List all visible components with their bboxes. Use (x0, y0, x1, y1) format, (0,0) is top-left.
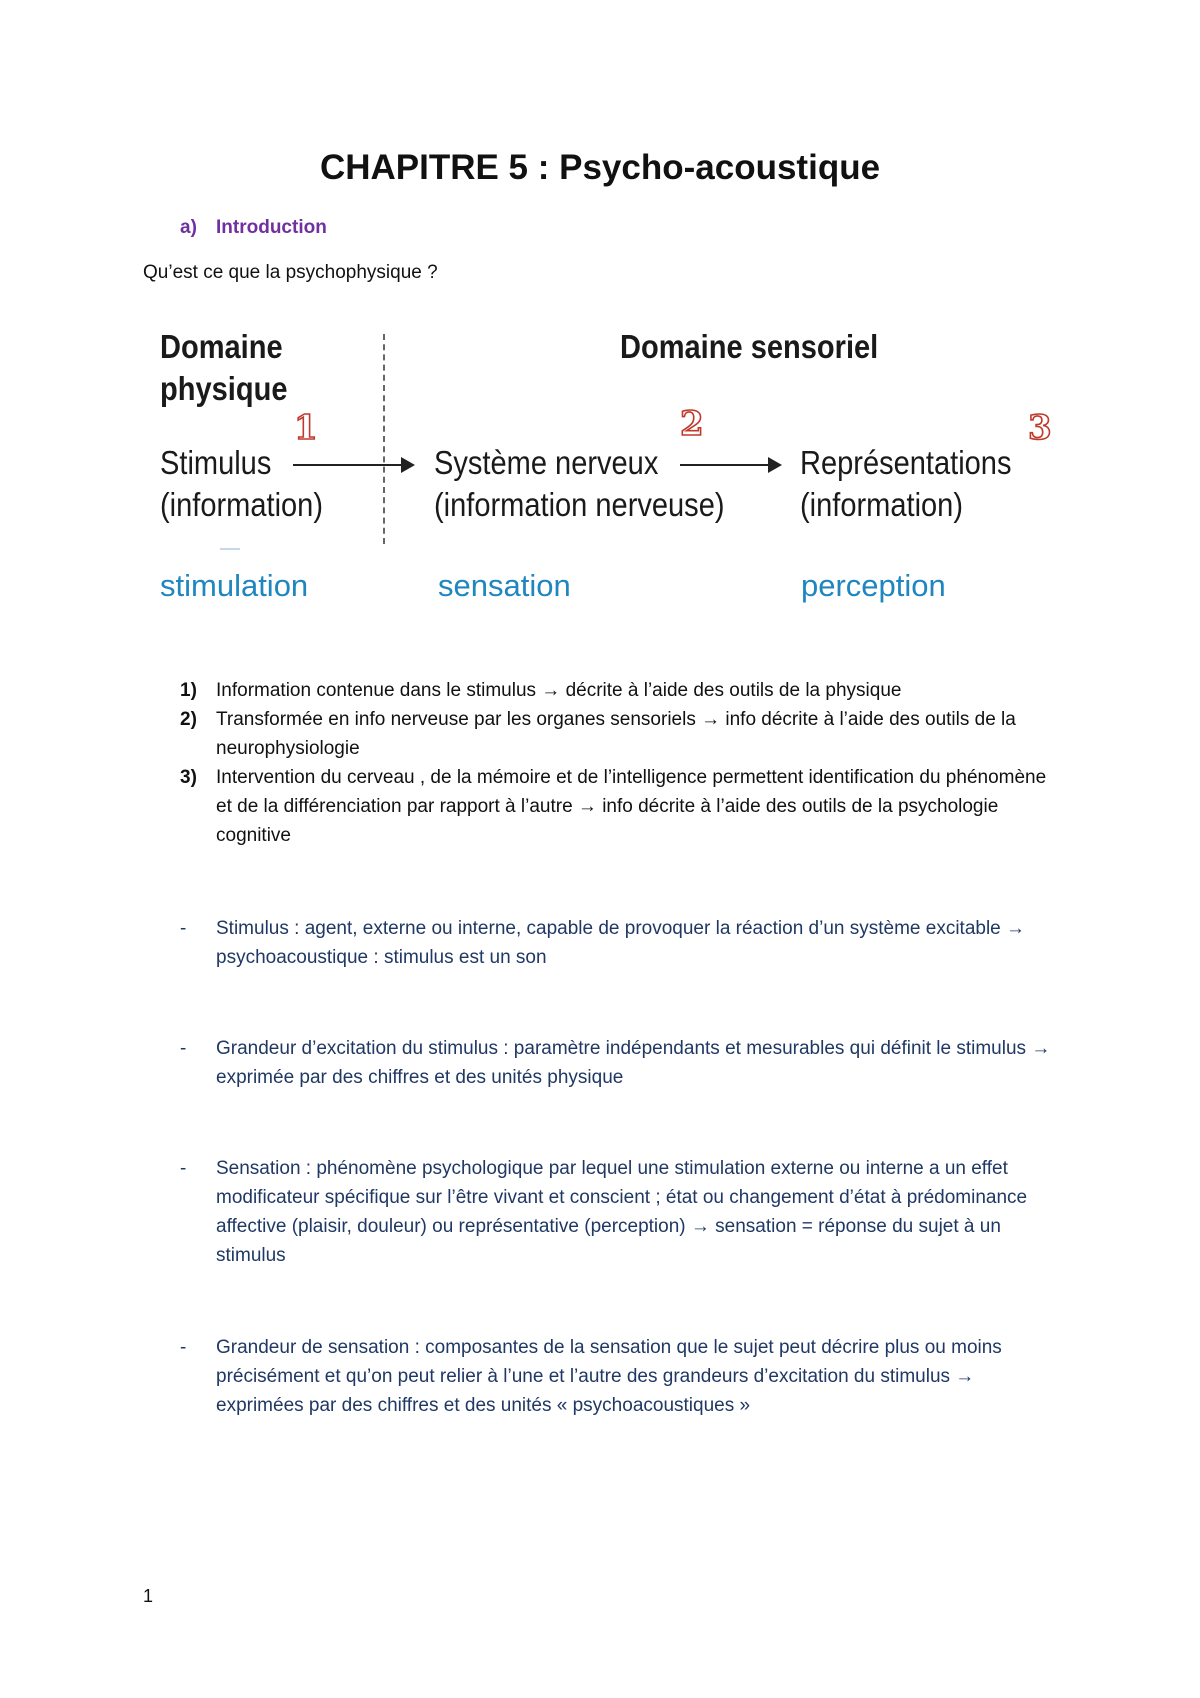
psychophysics-diagram (160, 330, 1060, 620)
definition-text: Stimulus : agent, externe ou interne, capable de provoquer la réaction d’un système excitable → psychoacoustique : stimulus est un son (216, 918, 1026, 968)
diagram-domaine-physique-line2: physique (160, 370, 288, 407)
diagram-stimulus: Stimulus (160, 444, 272, 481)
section-label: Introduction (216, 217, 327, 238)
section-heading (180, 216, 327, 240)
diagram-domaine-physique-line1: Domaine (160, 328, 283, 365)
diagram-small-dash (220, 548, 240, 550)
page-title: CHAPITRE 5 : Psycho-acoustique (319, 148, 881, 187)
bullet-dash: - (180, 918, 187, 939)
intro-question: Qu’est ce que la psychophysique ? (143, 262, 438, 283)
definition-text: Grandeur de sensation : composantes de la sensation que le sujet peut décrire plus ou moins précisément et qu’on peut relier à l’une et l’autre des grandeurs d’excitation du stimulus → exprimées par des chiffres et des unités « psychoacoustiques » (216, 1337, 1002, 1416)
diagram-systeme-info: (information nerveuse) (434, 486, 725, 523)
definition-item (180, 914, 1060, 972)
numbered-list-item (180, 763, 1060, 850)
definition-grandeur-excitation (180, 1034, 1060, 1092)
definition-sensation (180, 1154, 1060, 1270)
definition-text: Sensation : phénomène psychologique par lequel une stimulation externe ou interne a un effet modificateur spécifique sur l’être vivant et conscient ; état ou changement d’état à prédominance affective (plaisir, douleur) ou représentative (perception) → sensation = réponse du sujet à un stimulus (216, 1158, 1028, 1266)
diagram-stimulus-info: (information) (160, 486, 324, 523)
definition-stimulus (180, 914, 1060, 972)
diagram-representations-info: (information) (800, 486, 964, 523)
list-text: Transformée en info nerveuse par les organes sensoriels → info décrite à l’aide des outils de la neurophysiologie (216, 709, 1016, 759)
diagram-perception: perception (801, 568, 946, 603)
numbered-list-item (180, 676, 1060, 705)
numbered-list-item (180, 705, 1060, 763)
bullet-dash: - (180, 1158, 187, 1179)
diagram-number-1: 1 (294, 408, 318, 448)
diagram-stimulation: stimulation (160, 568, 309, 603)
page-number: 1 (143, 1586, 154, 1606)
section-letter: a) (180, 217, 197, 238)
definition-text: Grandeur d’excitation du stimulus : paramètre indépendants et mesurables qui définit le stimulus → exprimée par des chiffres et des unités physique (216, 1038, 1051, 1088)
definition-grandeur-sensation (180, 1333, 1060, 1420)
diagram-arrow-1 (293, 464, 413, 466)
diagram-domaine-sensoriel: Domaine sensoriel (620, 328, 879, 365)
list-text: Intervention du cerveau , de la mémoire et de l’intelligence permettent identification du phénomène et de la différenciation par rapport à l’autre → info décrite à l’aide des outils de la psychologie cognitive (216, 767, 1047, 846)
diagram-arrow-2 (680, 464, 780, 466)
bullet-dash: - (180, 1038, 187, 1059)
diagram-representations: Représentations (800, 444, 1012, 481)
bullet-dash: - (180, 1337, 187, 1358)
diagram-number-3: 3 (1028, 408, 1052, 448)
list-number: 2) (180, 709, 197, 730)
numbered-list (180, 676, 1060, 850)
definition-item (180, 1333, 1060, 1420)
list-number: 1) (180, 680, 197, 701)
diagram-domain-divider (383, 334, 385, 544)
list-text: Information contenue dans le stimulus → décrite à l’aide des outils de la physique (216, 680, 902, 701)
diagram-sensation: sensation (438, 568, 571, 603)
diagram-systeme-nerveux: Système nerveux (434, 444, 659, 481)
list-number: 3) (180, 767, 197, 788)
definition-item (180, 1034, 1060, 1092)
diagram-number-2: 2 (680, 404, 704, 444)
definition-item (180, 1154, 1060, 1270)
